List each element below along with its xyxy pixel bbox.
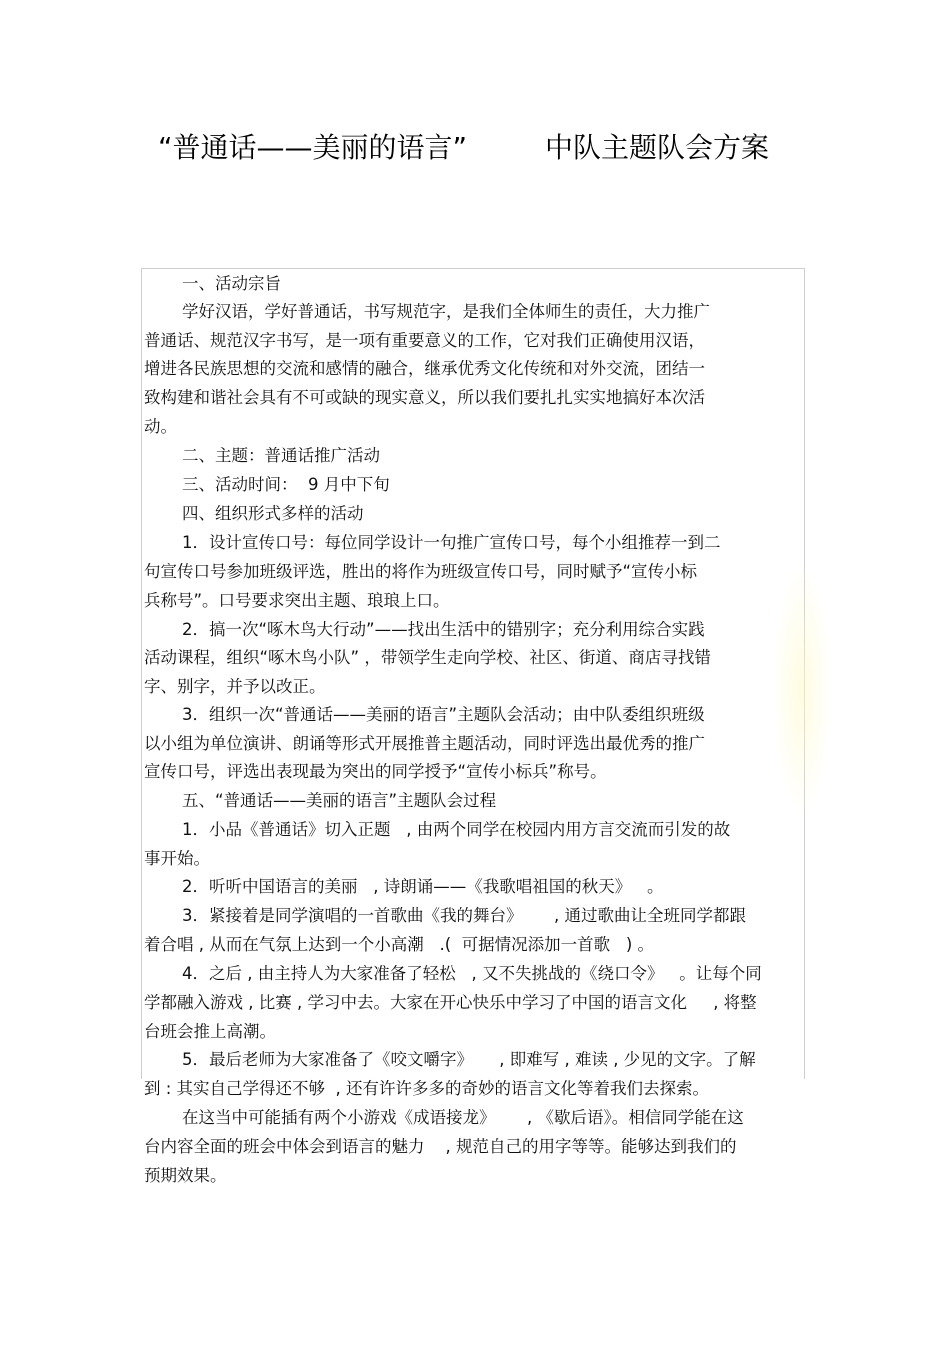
paragraph-line: 台内容全面的班会中体会到语言的魅力 , 规范自己的用字等等。能够达到我们的 bbox=[144, 1137, 737, 1156]
paragraph-line: 学好汉语，学好普通话，书写规范字，是我们全体师生的责任，大力推广 bbox=[182, 302, 710, 321]
paragraph-line: 事开始。 bbox=[144, 849, 210, 868]
section-heading: 三、活动时间： 9 月中下旬 bbox=[182, 475, 390, 494]
paragraph-line: 着合唱 , 从而在气氛上达到一个小高潮 .( 可据情况添加一首歌 ) 。 bbox=[144, 935, 655, 954]
paragraph-line: 字、别字，并予以改正。 bbox=[144, 677, 326, 696]
section-heading: 四、组织形式多样的活动 bbox=[182, 504, 364, 523]
paragraph-line: 学都融入游戏 , 比赛 , 学习中去。大家在开心快乐中学习了中国的语言文化 , 将整 bbox=[144, 993, 757, 1012]
paragraph-line: 普通话、规范汉字书写，是一项有重要意义的工作，它对我们正确使用汉语， bbox=[144, 331, 705, 350]
page-title: “普通话——美丽的语言” bbox=[158, 131, 468, 164]
paragraph-line: 3．紧接着是同学演唱的一首歌曲《我的舞台》 , 通过歌曲让全班同学都跟 bbox=[182, 906, 746, 925]
section-heading: 二、主题：普通话推广活动 bbox=[182, 446, 380, 465]
paragraph-line: 2．搞一次“啄木鸟大行动”——找出生活中的错别字；充分利用综合实践 bbox=[182, 620, 705, 639]
background-glow bbox=[772, 560, 832, 820]
paragraph-line: 增进各民族思想的交流和感情的融合，继承优秀文化传统和对外交流，团结一 bbox=[144, 359, 705, 378]
paragraph-line: 到 : 其实自己学得还不够 , 还有许许多多的奇妙的语言文化等着我们去探索。 bbox=[144, 1079, 710, 1098]
paragraph-line: 句宣传口号参加班级评选，胜出的将作为班级宣传口号，同时赋予“宣传小标 bbox=[144, 562, 698, 581]
paragraph-line: 5．最后老师为大家准备了《咬文嚼字》 , 即难写 , 难读 , 少见的文字。了解 bbox=[182, 1050, 756, 1069]
paragraph-line: 活动课程，组织“啄木鸟小队” ，带领学生走向学校、社区、街道、商店寻找错 bbox=[144, 648, 711, 667]
paragraph-line: 3．组织一次“普通话——美丽的语言”主题队会活动；由中队委组织班级 bbox=[182, 705, 705, 724]
paragraph-line: 在这当中可能插有两个小游戏《成语接龙》 , 《歇后语》。相信同学能在这 bbox=[182, 1108, 744, 1127]
paragraph-line: 4．之后 , 由主持人为大家准备了轻松 , 又不失挑战的《绕口令》 。让每个同 bbox=[182, 964, 762, 983]
paragraph-line: 动。 bbox=[144, 417, 177, 436]
paragraph-line: 以小组为单位演讲、朗诵等形式开展推普主题活动，同时评选出最优秀的推广 bbox=[144, 734, 705, 753]
paragraph-line: 2．听听中国语言的美丽 , 诗朗诵——《我歌唱祖国的秋天》 。 bbox=[182, 877, 664, 896]
section-heading: 一、活动宗旨 bbox=[182, 274, 281, 293]
paragraph-line: 宣传口号，评选出表现最为突出的同学授予“宣传小标兵”称号。 bbox=[144, 762, 607, 781]
paragraph-line: 台班会推上高潮。 bbox=[144, 1022, 276, 1041]
paragraph-line: 兵称号”。口号要求突出主题、琅琅上口。 bbox=[144, 591, 450, 610]
paragraph-line: 1．设计宣传口号：每位同学设计一句推广宣传口号，每个小组推荐一到二 bbox=[182, 533, 721, 552]
paragraph-line: 致构建和谐社会具有不可或缺的现实意义，所以我们要扎扎实实地搞好本次活 bbox=[144, 388, 705, 407]
paragraph-line: 预期效果。 bbox=[144, 1166, 227, 1185]
paragraph-line: 1．小品《普通话》切入正题 , 由两个同学在校园内用方言交流而引发的故 bbox=[182, 820, 731, 839]
section-heading: 五、“普通话——美丽的语言”主题队会过程 bbox=[182, 791, 497, 810]
page-subtitle: 中队主题队会方案 bbox=[545, 131, 770, 164]
